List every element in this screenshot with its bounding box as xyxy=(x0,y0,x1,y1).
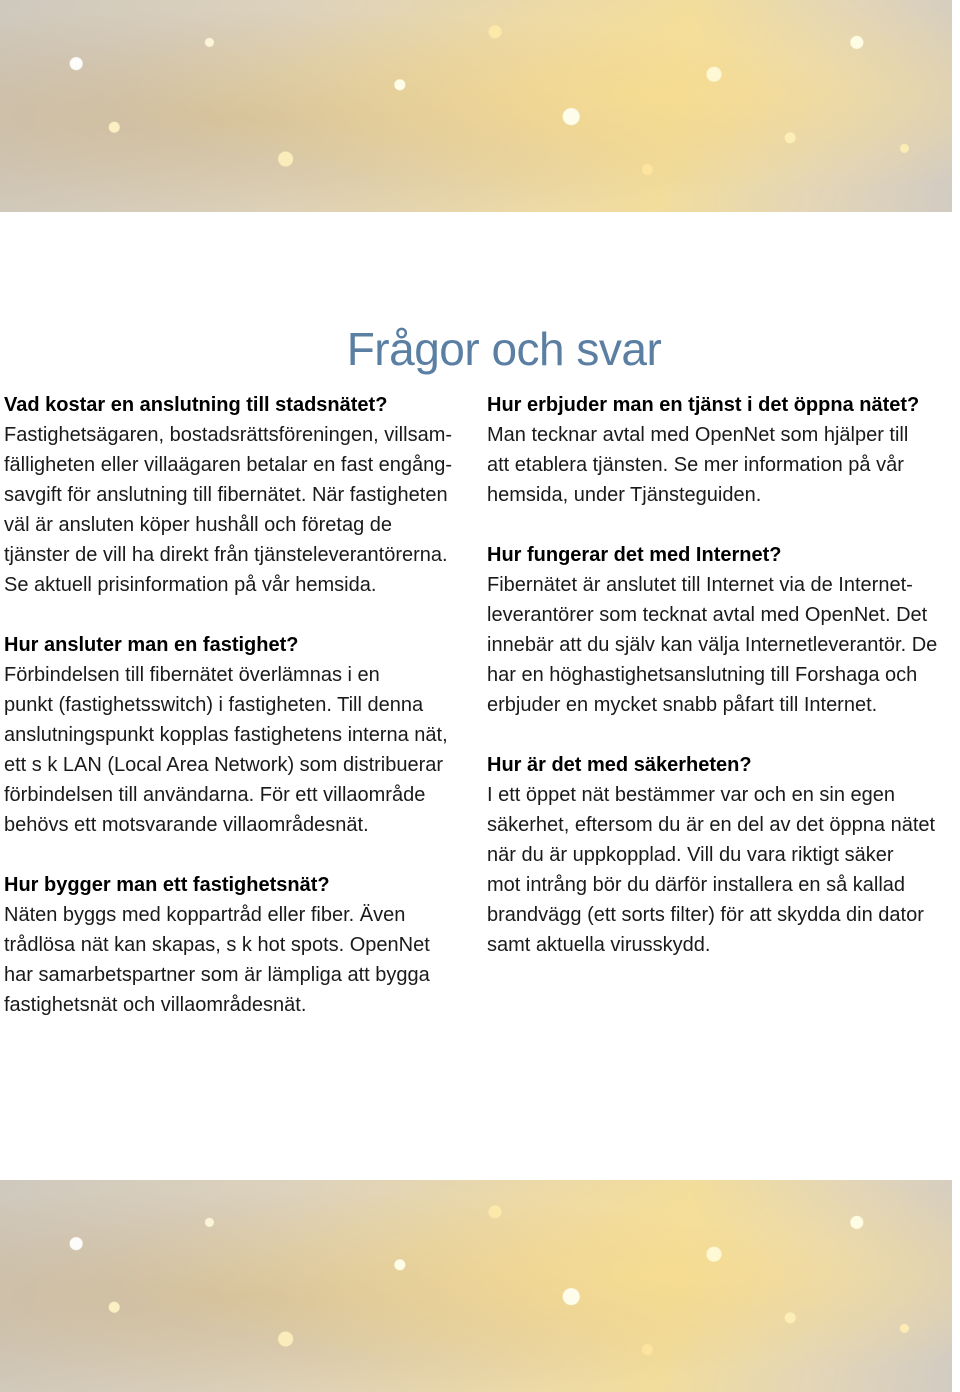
faq-item xyxy=(4,630,472,840)
faq-question: Hur bygger man ett fastighetsnät? xyxy=(4,874,330,896)
faq-item xyxy=(487,540,955,720)
faq-item xyxy=(4,870,472,1020)
faq-answer: Fastighetsägaren, bostadsrättsföreningen, villsam- fälligheten eller villaägaren betalar en fast engång- savgift för anslutning till fibernätet. När fastigheten väl är ansluten köper hushåll och företag de tjänster de vill ha direkt från tjänsteleverantörerna. Se aktuell prisinformation på vår hemsida. xyxy=(4,424,453,596)
fiber-optic-banner-bottom xyxy=(0,1180,952,1392)
faq-answer: I ett öppet nät bestämmer var och en sin egen säkerhet, eftersom du är en del av det öppna nätet när du är uppkopplad. Vill du vara riktigt säker mot intrång bör du därför installera en så kallad brandvägg (ett sorts filter) för att skydda din dator samt aktuella virusskydd. xyxy=(487,784,936,956)
faq-question: Hur erbjuder man en tjänst i det öppna nätet? xyxy=(487,394,920,416)
faq-question: Hur är det med säkerheten? xyxy=(487,754,752,776)
faq-answer: Förbindelsen till fibernätet överlämnas i en punkt (fastighetsswitch) i fastigheten. Till denna anslutningspunkt kopplas fastighetens interna nät, ett s k LAN (Local Area Network) som distribuerar förbindelsen till användarna. För ett villaområde behövs ett motsvarande villaområdesnät. xyxy=(4,664,448,836)
fiber-optic-banner-top xyxy=(0,0,952,212)
faq-answer: Fibernätet är anslutet till Internet via de Internet- leverantörer som tecknat avtal med OpenNet. Det innebär att du själv kan välja Internetleverantör. De har en höghastighetsanslutning till Forshaga och erbjuder en mycket snabb påfart till Internet. xyxy=(487,574,938,716)
faq-question: Hur fungerar det med Internet? xyxy=(487,544,782,566)
left-column xyxy=(4,390,472,1050)
faq-answer: Näten byggs med koppartråd eller fiber. Även trådlösa nät kan skapas, s k hot spots. OpenNet har samarbetspartner som är lämpliga att bygga fastighetsnät och villaområdesnät. xyxy=(4,904,430,1016)
faq-item xyxy=(487,390,955,510)
faq-question: Vad kostar en anslutning till stadsnätet? xyxy=(4,394,388,416)
faq-answer: Man tecknar avtal med OpenNet som hjälper till att etablera tjänsten. Se mer information på vår hemsida, under Tjänsteguiden. xyxy=(487,424,909,506)
page-title: Frågor och svar xyxy=(346,322,662,375)
faq-question: Hur ansluter man en fastighet? xyxy=(4,634,299,656)
right-column xyxy=(487,390,955,990)
faq-item xyxy=(487,750,955,960)
faq-item xyxy=(4,390,472,600)
